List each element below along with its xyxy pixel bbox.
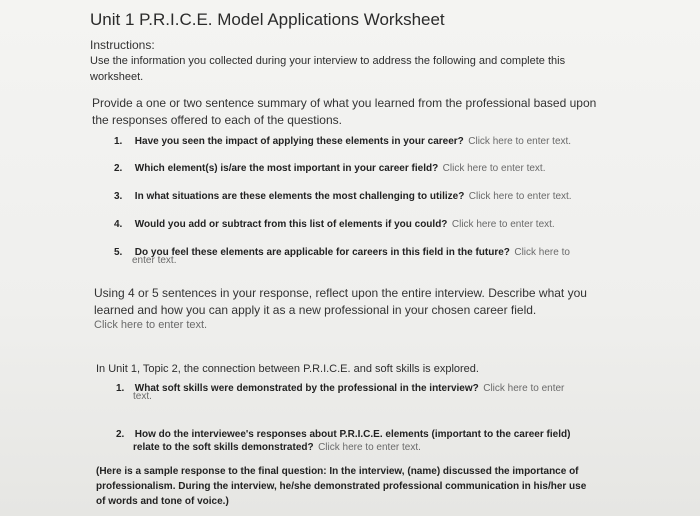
answer-field-continued[interactable]: text. bbox=[133, 391, 152, 402]
question-number: 1. bbox=[114, 136, 123, 147]
question-3 bbox=[114, 186, 572, 204]
question-number: 4. bbox=[114, 219, 123, 230]
question-text: What soft skills were demonstrated by the professional in the interview? bbox=[134, 383, 479, 394]
softskills-question-1 bbox=[116, 378, 564, 396]
softskills-intro: In Unit 1, Topic 2, the connection between P.R.I.C.E. and soft skills is explored. bbox=[96, 363, 479, 375]
instructions-line-2: worksheet. bbox=[90, 71, 144, 83]
instructions-line-1: Use the information you collected during your interview to address the following and complete this bbox=[90, 55, 566, 67]
question-number: 1. bbox=[116, 383, 125, 394]
question-text: Do you feel these elements are applicable for careers in this field in the future? bbox=[134, 247, 510, 258]
question-1 bbox=[114, 131, 571, 149]
question-number: 2. bbox=[114, 163, 123, 174]
instructions-heading: Instructions: bbox=[90, 38, 155, 52]
sample-line-1: (Here is a sample response to the final question: In the interview, (name) discussed the importance of bbox=[96, 466, 579, 477]
answer-field[interactable]: Click here to enter text. bbox=[451, 219, 555, 230]
answer-field-continued[interactable]: enter text. bbox=[132, 255, 177, 266]
question-text: Have you seen the impact of applying these elements in your career? bbox=[134, 136, 464, 147]
question-5 bbox=[114, 242, 570, 260]
question-text: relate to the soft skills demonstrated? bbox=[133, 442, 314, 453]
question-text: Which element(s) is/are the most important in your career field? bbox=[134, 163, 439, 174]
reflection-prompt-line-2: learned and how you can apply it as a new professional in your chosen career field. bbox=[94, 303, 537, 317]
reflection-prompt-line-1: Using 4 or 5 sentences in your response, reflect upon the entire interview. Describe what you bbox=[94, 286, 587, 300]
reflection-answer-field[interactable]: Click here to enter text. bbox=[94, 319, 208, 331]
question-text: How do the interviewee's responses about P.R.I.C.E. elements (important to the career field) bbox=[134, 429, 571, 440]
answer-field[interactable]: Click here to enter text. bbox=[318, 442, 421, 453]
summary-prompt-line-2: the responses offered to each of the questions. bbox=[92, 113, 342, 127]
question-number: 2. bbox=[116, 429, 125, 440]
softskills-question-2-line-2 bbox=[133, 437, 421, 455]
question-4 bbox=[114, 214, 555, 232]
question-2 bbox=[114, 158, 545, 176]
answer-field[interactable]: Click here to enter text. bbox=[468, 191, 572, 202]
question-text: In what situations are these elements the most challenging to utilize? bbox=[134, 191, 465, 202]
question-number: 5. bbox=[114, 247, 123, 258]
sample-line-3: of words and tone of voice.) bbox=[96, 496, 229, 507]
summary-prompt-line-1: Provide a one or two sentence summary of what you learned from the professional based upon bbox=[92, 96, 597, 110]
answer-field[interactable]: Click here to enter text. bbox=[442, 163, 546, 174]
question-number: 3. bbox=[114, 191, 123, 202]
answer-field[interactable]: Click here to bbox=[514, 247, 570, 258]
question-text: Would you add or subtract from this list of elements if you could? bbox=[134, 219, 448, 230]
answer-field[interactable]: Click here to enter text. bbox=[468, 136, 572, 147]
page-title: Unit 1 P.R.I.C.E. Model Applications Worksheet bbox=[90, 10, 445, 29]
answer-field[interactable]: Click here to enter bbox=[483, 383, 565, 394]
sample-line-2: professionalism. During the interview, he/she demonstrated professional communication in his/her use bbox=[96, 481, 587, 492]
